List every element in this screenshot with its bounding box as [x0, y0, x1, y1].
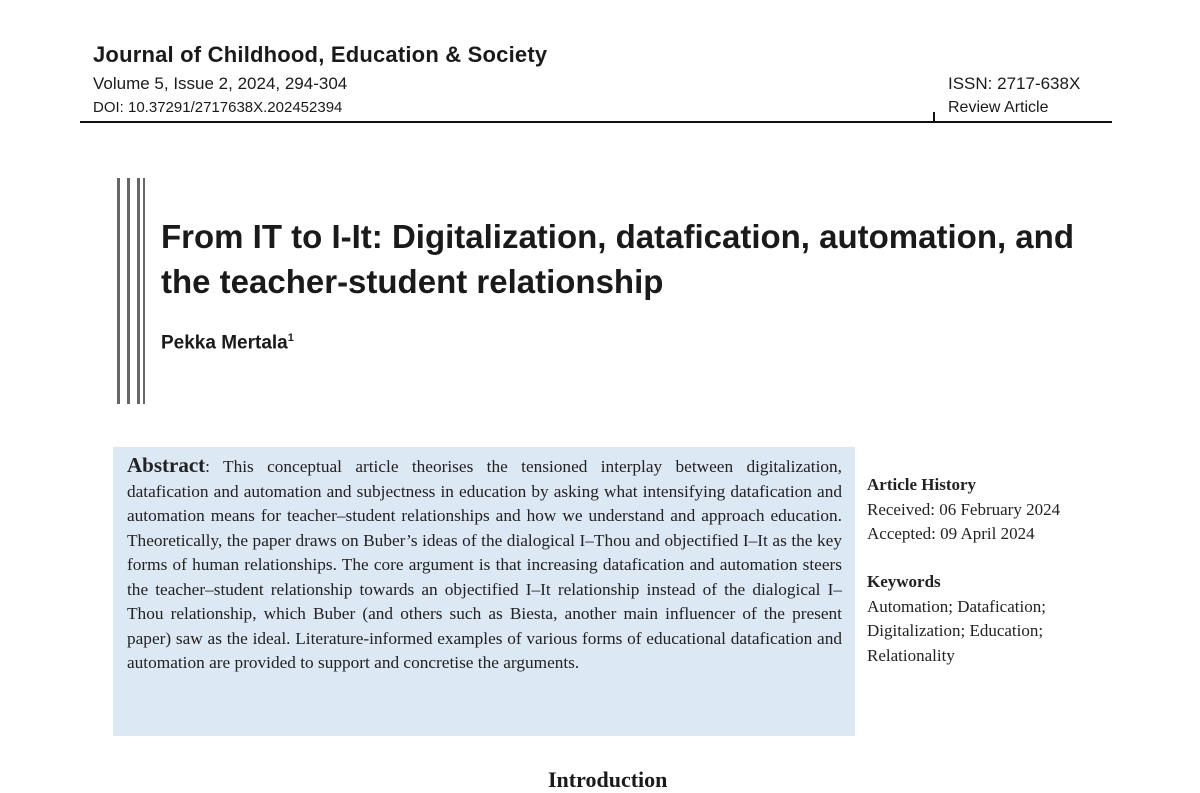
title-line: From IT to I-It: Digitalization, datafication, automation, and [161, 218, 1074, 255]
decoration-bar [137, 178, 140, 404]
doi[interactable]: DOI: 10.37291/2717638X.202452394 [93, 99, 343, 116]
abstract-box [113, 447, 855, 736]
volume-info: Volume 5, Issue 2, 2024, 294-304 [93, 74, 348, 93]
article-history [867, 473, 1060, 547]
author [161, 332, 294, 354]
title-line: the teacher-student relationship [161, 263, 664, 300]
journal-header [80, 42, 1112, 122]
abstract-text: : This conceptual article theorises the tensioned interplay between digitalization, datafication and automation and subjectness in education by asking what intensifying datafication and automation means for teacher–student relationships and how we understand and approach education. Theoretically, the paper draws on Buber’s ideas of the dialogical I–Thou and objectified I–It as the key forms of human relationships. The core argument is that increasing datafication and automation steers the teacher–student relationship towards an objectified I–It relationship instead of the dialogical I–Thou relationship, which Buber (and others such as Biesta, another main influencer of the present paper) saw as the ideal. Literature-informed examples of various forms of educational datafication and automation are provided to support and concretise the arguments. [127, 457, 842, 672]
decoration-bar [143, 178, 145, 404]
section-heading-introduction: Introduction [548, 767, 668, 792]
accepted-date: Accepted: 09 April 2024 [867, 524, 1035, 543]
author-name: Pekka Mertala [161, 332, 288, 354]
keywords-line: Automation; Datafication; [867, 596, 1046, 616]
received-date: Received: 06 February 2024 [867, 499, 1061, 519]
header-rule [80, 121, 1112, 123]
author-affiliation: 1 [287, 332, 294, 344]
article-type: Review Article [948, 99, 1049, 116]
keywords-line: Digitalization; Education; [867, 621, 1044, 640]
keywords-line: Relationality [867, 645, 955, 665]
issn: ISSN: 2717-638X [948, 74, 1081, 93]
decoration-bar [117, 178, 120, 404]
article-title [161, 214, 1121, 304]
journal-title: Journal of Childhood, Education & Society [93, 42, 548, 67]
article-history-heading: Article History [867, 475, 977, 494]
header-rule-tick [933, 112, 935, 123]
title-decoration-bars [117, 178, 147, 404]
keywords-heading: Keywords [867, 572, 941, 591]
keywords [867, 570, 1046, 668]
decoration-bar [127, 178, 130, 404]
abstract-label: Abstract [127, 453, 206, 477]
